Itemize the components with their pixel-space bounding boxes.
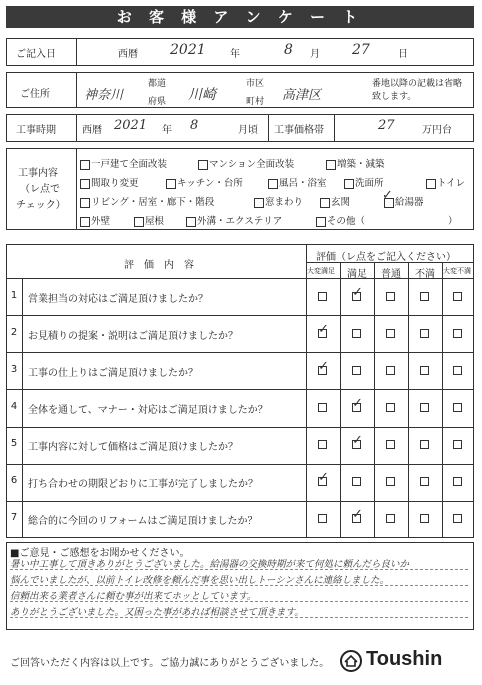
city-type-2: 町村: [246, 97, 265, 107]
evaluation-rating-header: 評価（レ点をご記入ください）: [316, 252, 456, 263]
row-divider: [6, 501, 474, 502]
rating-checkbox[interactable]: [453, 477, 462, 486]
rating-checkbox[interactable]: [453, 366, 462, 375]
question-number: 3: [10, 363, 18, 375]
question-number: 4: [10, 400, 18, 412]
comments-header: ■ご意見・ご感想をお聞かせください。: [10, 548, 190, 559]
question-text: 総合的に今回のリフォームはご満足頂けましたか？: [28, 516, 258, 528]
check-mark: ✓: [318, 470, 329, 486]
entry-date-year-unit: 年: [230, 49, 240, 60]
city-type-1: 市区: [246, 79, 265, 89]
rating-checkbox[interactable]: [453, 329, 462, 338]
work-content-label-3: チェック）: [16, 200, 66, 211]
entry-date-month-unit: 月: [310, 49, 320, 60]
question-text: 全体を通して、マナー・対応はご満足頂けましたか？: [28, 404, 268, 416]
question-number: 6: [10, 475, 18, 487]
entry-date-label: ご記入日: [16, 49, 56, 60]
rating-checkbox[interactable]: [386, 292, 395, 301]
rating-checkbox[interactable]: [420, 514, 429, 523]
option-other[interactable]: その他（: [316, 213, 365, 227]
checkbox[interactable]: [80, 160, 90, 170]
checkbox[interactable]: [254, 198, 264, 208]
page-title: お 客 様 ア ン ケ ー ト: [6, 6, 474, 28]
work-content-label-1: 工事内容: [18, 168, 58, 179]
entry-date-day: 27: [352, 42, 370, 58]
checkbox[interactable]: [316, 217, 326, 227]
option-extension[interactable]: 増築・減築: [326, 156, 385, 170]
price-range-value: 27: [378, 118, 395, 133]
rating-checkbox[interactable]: [386, 514, 395, 523]
scale-satisfied: 満足: [347, 269, 367, 280]
entry-date-day-unit: 日: [398, 49, 408, 60]
question-text: 工事の仕上りはご満足頂けましたか？: [28, 367, 198, 379]
entry-date-era: 西暦: [118, 49, 138, 60]
house-logo-icon: [340, 650, 362, 672]
option-full-house[interactable]: 一戸建て全面改装: [80, 156, 167, 170]
work-period-month: 8: [190, 118, 199, 133]
checkbox[interactable]: [80, 179, 90, 189]
evaluation-item-header: 評 価 内 容: [124, 260, 194, 271]
option-water-heater[interactable]: 給湯器: [384, 194, 424, 208]
check-mark: ✓: [352, 433, 363, 449]
check-mark: ✓: [352, 284, 363, 300]
scale-very-satisfied: 大変満足: [307, 267, 335, 275]
rating-checkbox[interactable]: [420, 329, 429, 338]
checkbox[interactable]: [134, 217, 144, 227]
scale-normal: 普通: [381, 269, 401, 280]
rating-checkbox[interactable]: [386, 329, 395, 338]
check-mark: ✓: [352, 507, 363, 523]
scale-dissatisfied: 不満: [415, 269, 435, 280]
option-washroom[interactable]: 洗面所: [344, 175, 384, 189]
option-layout[interactable]: 間取り変更: [80, 175, 139, 189]
check-mark: ✓: [318, 358, 329, 374]
entry-date-month: 8: [284, 42, 293, 58]
option-exterior-wall[interactable]: 外壁: [80, 213, 110, 227]
row-divider: [6, 464, 474, 465]
footer-thanks: ご回答いただく内容は以上です。ご協力誠にありがとうございました。: [10, 658, 330, 669]
rating-checkbox[interactable]: [386, 440, 395, 449]
address-note: 番地以降の記載は省略致します。: [372, 79, 463, 102]
pref-type-2: 府県: [148, 97, 167, 107]
rating-checkbox[interactable]: [318, 403, 327, 412]
checkbox[interactable]: [166, 179, 176, 189]
address-city: 川崎: [188, 87, 216, 103]
price-range-unit: 万円台: [422, 125, 452, 136]
rating-checkbox[interactable]: [318, 440, 327, 449]
work-period-year: 2021: [114, 118, 148, 133]
scale-very-dissatisfied: 大変不満: [443, 267, 471, 275]
option-full-mansion[interactable]: マンション全面改装: [198, 156, 294, 170]
comment-line-4: ありがとうございました。又困った事があれば相談させて頂きます。: [10, 607, 304, 618]
question-text: 営業担当の対応はご満足頂けましたか？: [28, 293, 208, 305]
checkbox[interactable]: [344, 179, 354, 189]
checkbox[interactable]: [320, 198, 330, 208]
rating-checkbox[interactable]: [453, 440, 462, 449]
option-roof[interactable]: 屋根: [134, 213, 164, 227]
rating-checkbox[interactable]: [386, 477, 395, 486]
address-label: ご住所: [20, 89, 50, 100]
question-number: 2: [10, 326, 18, 338]
question-number: 1: [10, 289, 18, 301]
option-kitchen[interactable]: キッチン・台所: [166, 175, 243, 189]
work-period-year-unit: 年: [162, 125, 172, 136]
rating-checkbox[interactable]: [352, 477, 361, 486]
checkbox[interactable]: [80, 217, 90, 227]
pref-type-1: 都道: [148, 79, 167, 89]
question-text: お見積りの提案・説明はご満足頂けましたか？: [28, 330, 238, 342]
price-range-label: 工事価格帯: [274, 125, 324, 136]
rating-checkbox[interactable]: [352, 366, 361, 375]
check-mark: ✓: [382, 188, 393, 203]
question-text: 打ち合わせの期限どおりに工事が完了しましたか？: [28, 479, 258, 491]
brand-logo: Toushin: [366, 648, 443, 670]
row-divider: [6, 352, 474, 353]
option-living[interactable]: リビング・居室・廊下・階段: [80, 194, 214, 208]
work-period-label: 工事時期: [16, 125, 56, 136]
rating-checkbox[interactable]: [352, 329, 361, 338]
rating-checkbox[interactable]: [420, 440, 429, 449]
work-period-era: 西暦: [82, 125, 102, 136]
check-mark: ✓: [352, 395, 363, 411]
work-content-label-2: （レ点で: [20, 184, 60, 195]
check-mark: ✓: [318, 321, 329, 337]
evaluation-table: [6, 244, 474, 538]
checkbox[interactable]: [186, 217, 196, 227]
rating-checkbox[interactable]: [420, 477, 429, 486]
entry-date-year: 2021: [170, 42, 206, 58]
option-other-close: ）: [448, 216, 458, 227]
comment-line-1: 暑い中工事して頂きありがとうございました。給湯器の交換時期が来て何処に頼んだら良いか: [10, 559, 410, 570]
address-prefecture: 神奈川: [84, 88, 124, 103]
option-exterior[interactable]: 外溝・エクステリア: [186, 213, 282, 227]
checkbox[interactable]: [80, 198, 90, 208]
rating-checkbox[interactable]: [453, 292, 462, 301]
comment-line-3: 信頼出来る業者さんに頼む事が出来てホッとしています。: [10, 591, 257, 602]
comment-line-2: 悩んでいましたが、以前トイレ改修を頼んだ事を思い出しトーシンさんに連絡しました。: [10, 575, 390, 586]
question-number: 7: [10, 512, 18, 524]
option-bath[interactable]: 風呂・浴室: [268, 175, 327, 189]
rating-checkbox[interactable]: [318, 514, 327, 523]
rating-checkbox[interactable]: [420, 292, 429, 301]
option-toilet[interactable]: トイレ: [426, 175, 465, 189]
rating-checkbox[interactable]: [386, 366, 395, 375]
rating-checkbox[interactable]: [453, 403, 462, 412]
row-divider: [6, 315, 474, 316]
checkbox[interactable]: [268, 179, 278, 189]
option-window[interactable]: 窓まわり: [254, 194, 303, 208]
rating-checkbox[interactable]: [420, 403, 429, 412]
checkbox[interactable]: [326, 160, 336, 170]
checkbox[interactable]: [198, 160, 208, 170]
rating-checkbox[interactable]: [453, 514, 462, 523]
rating-checkbox[interactable]: [318, 292, 327, 301]
checkbox[interactable]: [426, 179, 436, 189]
rating-checkbox[interactable]: [420, 366, 429, 375]
option-entrance[interactable]: 玄関: [320, 194, 350, 208]
question-number: 5: [10, 438, 18, 450]
question-text: 工事内容に対して価格はご満足頂けましたか？: [28, 442, 238, 454]
address-ward: 高津区: [282, 88, 322, 103]
work-period-month-unit: 月頃: [238, 125, 258, 136]
row-divider: [6, 389, 474, 390]
rating-checkbox[interactable]: [386, 403, 395, 412]
row-divider: [6, 427, 474, 428]
